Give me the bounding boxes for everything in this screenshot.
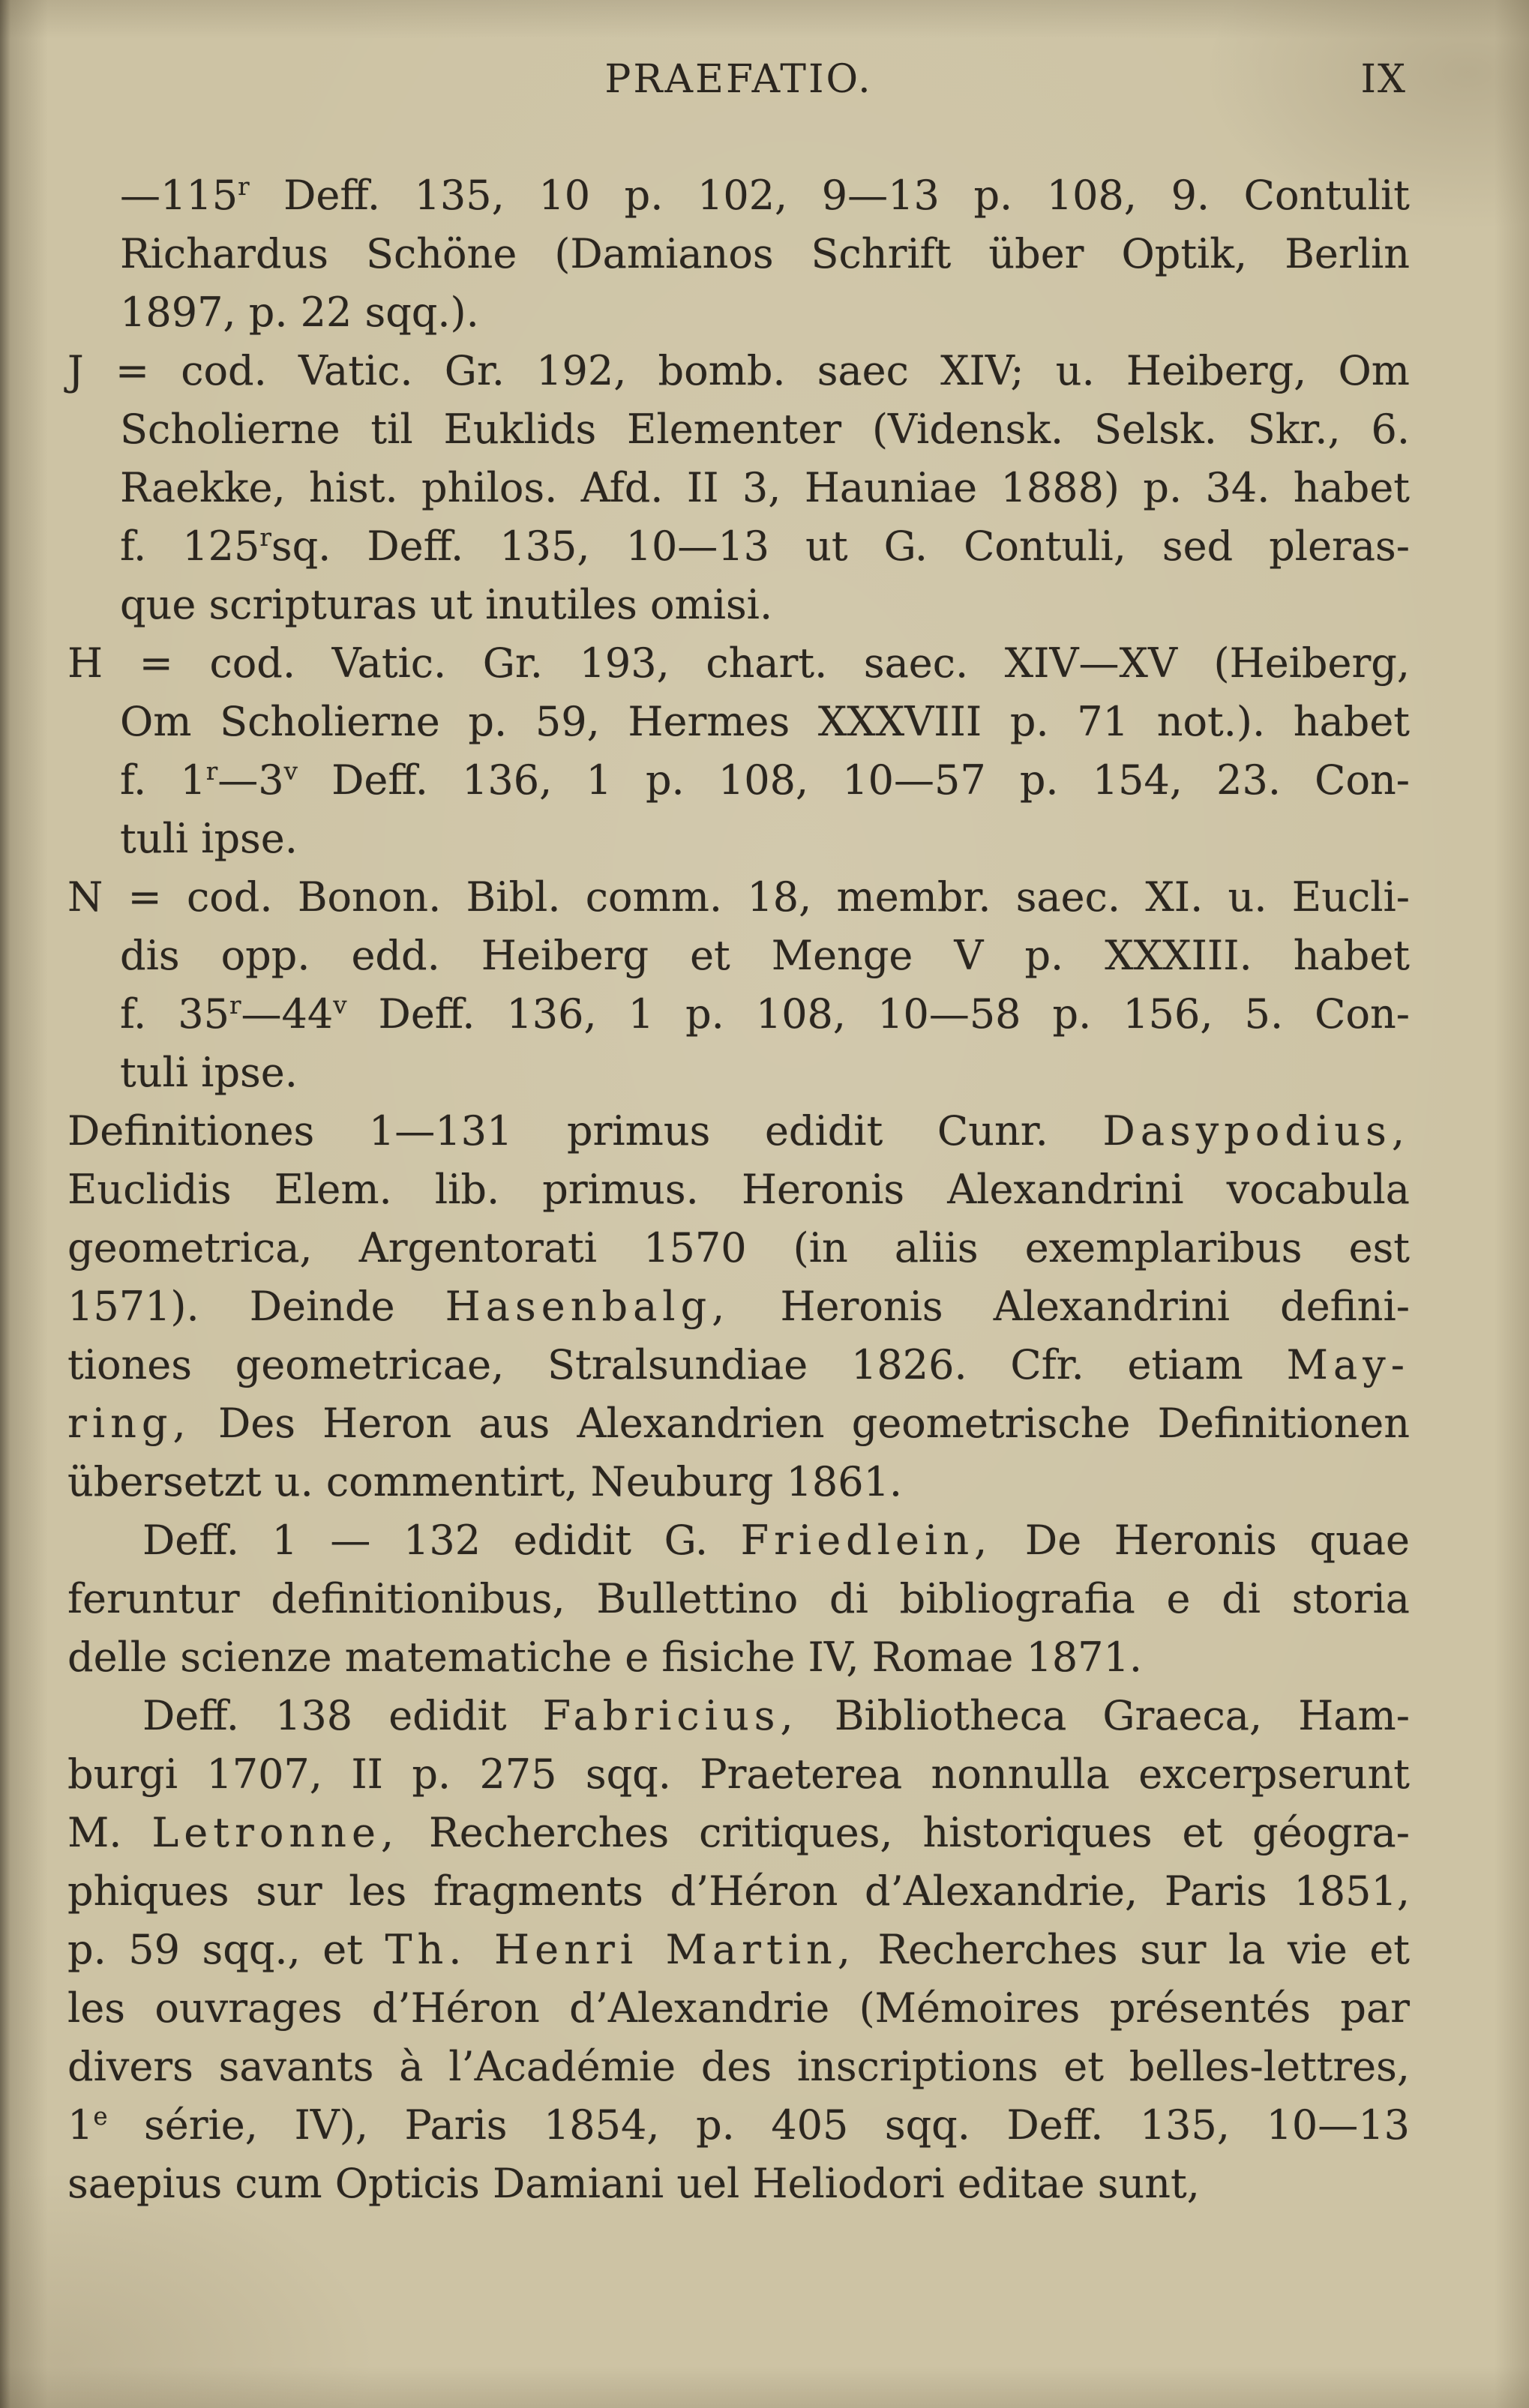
text-line [67,1336,1410,1394]
paragraph [67,1511,1410,1687]
text-segment: übersetzt u. commentirt, Neuburg 1861. [67,1458,903,1505]
superscript: e [93,2102,108,2131]
text-line [67,1453,1410,1511]
text-segment: Deff. 138 edidit [142,1692,543,1739]
text-line [120,985,1410,1044]
text-segment: geometrica, Argentorati 1570 (in aliis exemplaribus est [67,1224,1410,1271]
text-line [67,1511,1410,1570]
text-segment: Om Scholierne p. 59, Hermes XXXVIII p. 71 not.). habet [120,698,1410,745]
letterspaced-name: Fabricius, [542,1692,799,1739]
text-line [67,1628,1410,1687]
text-segment: M. [67,1809,152,1856]
text-line [67,1687,1410,1745]
letterspaced-name: Th. Henri Martin, [385,1926,856,1973]
paragraph [67,868,1410,1102]
text-segment: H = cod. Vatic. Gr. 193, chart. saec. XIV—XV (Heiberg, [67,639,1410,687]
text-segment: saepius cum Opticis Damiani uel Heliodori editae sunt, [67,2160,1200,2207]
text-segment: Euclidis Elem. lib. primus. Heronis Alexandrini vocabula [67,1166,1410,1213]
text-segment: que scripturas ut inutiles omisi. [120,581,773,628]
text-segment: Scholierne til Euklids Elementer (Vidensk. Selsk. Skr., 6. [120,406,1410,453]
text-segment: De Heronis quae [992,1517,1410,1564]
paragraph [67,1687,1410,2213]
text-segment: —44 [241,990,334,1038]
text-line [67,2155,1410,2213]
page-header [67,57,1410,109]
text-line [120,459,1410,517]
text-line [120,693,1410,751]
superscript: r [229,991,241,1020]
paragraph [67,166,1410,342]
text-line [67,342,1410,400]
text-segment: Recherches critiques, historiques et géogra- [399,1809,1410,1856]
text-line [67,1219,1410,1277]
text-line [120,517,1410,576]
text-segment: Definitiones 1—131 primus edidit Cunr. [67,1107,1103,1155]
text-segment: Deff. 136, 1 p. 108, 10—57 p. 154, 23. Con- [297,756,1411,804]
text-segment: f. 125 [120,523,260,570]
superscript: r [238,172,250,201]
superscript: v [283,757,298,786]
text-line [67,1102,1410,1161]
paragraph [67,634,1410,868]
text-segment: Richardus Schöne (Damianos Schrift über Optik, Berlin [120,230,1410,277]
text-line [120,751,1410,810]
letterspaced-name: Dasypodius, [1102,1107,1410,1155]
text-line [67,1570,1410,1628]
text-line [67,1277,1410,1336]
text-segment: J = cod. Vatic. Gr. 192, bomb. saec XIV; u. Heiberg, Om [67,347,1410,394]
text-segment: Bibliotheca Graeca, Ham- [798,1692,1410,1739]
text-segment: 1571). Deinde [67,1283,445,1330]
text-segment: 1 [67,2101,94,2149]
text-segment: 1897, p. 22 sqq.). [120,289,479,336]
text-segment: Raekke, hist. philos. Afd. II 3, Hauniae 1888) p. 34. habet [120,464,1410,511]
superscript: v [333,991,347,1020]
text-segment: Deff. 136, 1 p. 108, 10—58 p. 156, 5. Con- [346,990,1410,1038]
superscript: r [259,523,271,552]
letterspaced-name: ring, [67,1400,191,1447]
paragraph [67,342,1410,634]
letterspaced-name: May- [1286,1341,1410,1388]
text-segment: delle scienze matematiche e fisiche IV, Romae 1871. [67,1634,1143,1681]
text-block [67,166,1410,2213]
text-line [67,1921,1410,1979]
text-segment: phiques sur les fragments d’Héron d’Alexandrie, Paris 1851, [67,1867,1410,1915]
text-segment: dis opp. edd. Heiberg et Menge V p. XXXIII. habet [120,932,1410,979]
letterspaced-name: Friedlein, [740,1517,993,1564]
text-segment: tiones geometricae, Stralsundiae 1826. Cfr. etiam [67,1341,1287,1388]
text-line [67,634,1410,693]
page-number: IX [1360,57,1407,102]
text-line [120,927,1410,985]
text-line [120,166,1410,225]
text-line [67,1979,1410,2038]
text-line [67,2038,1410,2096]
letterspaced-name: Hasenbalg, [445,1283,730,1330]
text-segment: Des Heron aus Alexandrien geometrische Definitionen [190,1400,1410,1447]
text-segment: tuli ipse. [120,1049,298,1096]
text-line [120,400,1410,459]
text-line [67,2096,1410,2155]
text-segment: Heronis Alexandrini defini- [730,1283,1410,1330]
text-line [120,1044,1410,1102]
text-segment: feruntur definitionibus, Bullettino di bibliografia e di storia [67,1575,1410,1622]
text-segment: —3 [217,756,284,804]
text-line [67,1862,1410,1921]
text-segment: N = cod. Bonon. Bibl. comm. 18, membr. saec. XI. u. Eucli- [67,873,1410,921]
text-segment: f. 35 [120,990,229,1038]
superscript: r [205,757,218,786]
text-segment: sq. Deff. 135, 10—13 ut G. Contuli, sed pleras- [271,523,1410,570]
text-line [120,810,1410,868]
text-line [67,1394,1410,1453]
letterspaced-name: Letronne, [151,1809,400,1856]
text-segment: divers savants à l’Académie des inscriptions et belles-lettres, [67,2043,1410,2090]
text-segment: Deff. 135, 10 p. 102, 9—13 p. 108, 9. Contulit [249,172,1410,219]
running-title: PRAEFATIO. [604,57,873,102]
text-segment: burgi 1707, II p. 275 sqq. Praeterea nonnulla excerpserunt [67,1751,1410,1798]
text-segment: p. 59 sqq., et [67,1926,385,1973]
text-segment: les ouvrages d’Héron d’Alexandrie (Mémoires présentés par [67,1984,1410,2032]
text-segment: tuli ipse. [120,815,298,862]
text-segment: série, IV), Paris 1854, p. 405 sqq. Deff. 135, 10—13 [107,2101,1410,2149]
text-line [120,225,1410,283]
text-line [67,1161,1410,1219]
text-line [120,283,1410,342]
text-segment: —115 [120,172,238,219]
text-line [67,868,1410,927]
text-line [120,576,1410,634]
text-segment: Deff. 1 — 132 edidit G. [142,1517,741,1564]
text-line [67,1745,1410,1804]
text-segment: Recherches sur la vie et [856,1926,1410,1973]
text-line [67,1804,1410,1862]
text-segment: f. 1 [120,756,206,804]
paragraph [67,1102,1410,1511]
